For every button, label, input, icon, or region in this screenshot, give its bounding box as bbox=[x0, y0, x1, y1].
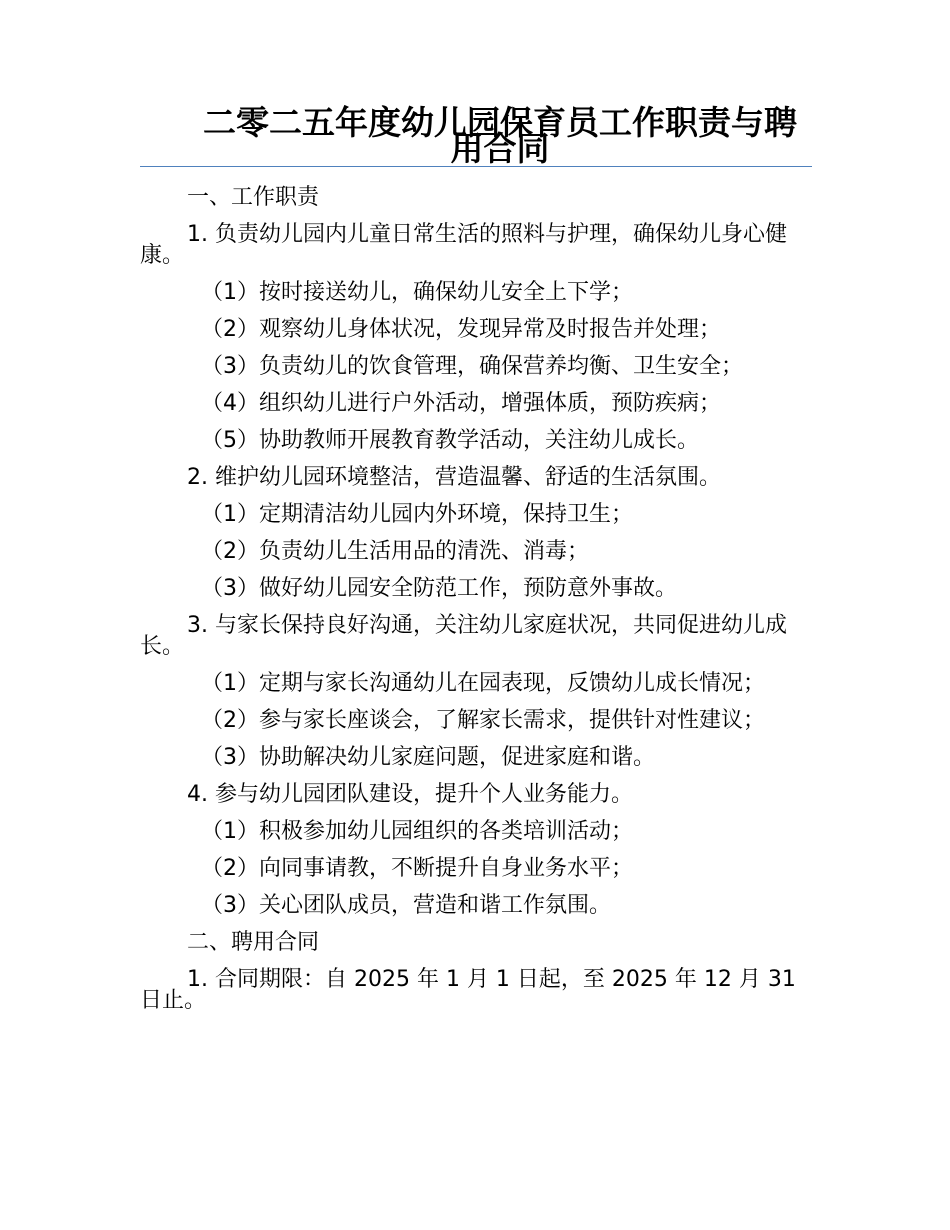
duty-2: 2. 维护幼儿园环境整洁，营造温馨、舒适的生活氛围。 bbox=[187, 465, 721, 490]
duty-2-sub-2: （2）负责幼儿生活用品的清洗、消毒； bbox=[201, 539, 589, 564]
duty-1-sub-4: （4）组织幼儿进行户外活动，增强体质，预防疾病； bbox=[201, 391, 721, 416]
document-title: 二零二五年度幼儿园保育员工作职责与聘用合同 bbox=[203, 103, 797, 168]
contract-term: 1. 合同期限：自 2025 年 1 月 1 日起，至 2025 年 12 月 31 日止。 bbox=[140, 967, 796, 1013]
duty-3-sub-2: （2）参与家长座谈会，了解家长需求，提供针对性建议； bbox=[201, 708, 765, 733]
duty-3-sub-3: （3）协助解决幼儿家庭问题，促进家庭和谐。 bbox=[201, 745, 655, 770]
duty-1-sub-1: （1）按时接送幼儿，确保幼儿安全上下学； bbox=[201, 280, 633, 305]
duty-1-sub-2: （2）观察幼儿身体状况，发现异常及时报告并处理； bbox=[201, 317, 721, 342]
duty-1-sub-5: （5）协助教师开展教育教学活动，关注幼儿成长。 bbox=[201, 428, 699, 453]
section-heading-contract: 二、聘用合同 bbox=[187, 930, 320, 955]
document-page bbox=[140, 100, 812, 1027]
duty-4: 4. 参与幼儿园团队建设，提升个人业务能力。 bbox=[187, 782, 633, 807]
duty-3-sub-1: （1）定期与家长沟通幼儿在园表现，反馈幼儿成长情况； bbox=[201, 671, 765, 696]
section-heading-duties: 一、工作职责 bbox=[187, 185, 320, 210]
duty-2-sub-3: （3）做好幼儿园安全防范工作，预防意外事故。 bbox=[201, 576, 677, 601]
duty-1-sub-3: （3）负责幼儿的饮食管理，确保营养均衡、卫生安全； bbox=[201, 354, 743, 379]
duty-2-sub-1: （1）定期清洁幼儿园内外环境，保持卫生； bbox=[201, 502, 633, 527]
duty-4-sub-3: （3）关心团队成员，营造和谐工作氛围。 bbox=[201, 893, 611, 918]
duty-4-sub-2: （2）向同事请教，不断提升自身业务水平； bbox=[201, 856, 633, 881]
duty-1: 1. 负责幼儿园内儿童日常生活的照料与护理，确保幼儿身心健康。 bbox=[140, 222, 787, 268]
duty-4-sub-1: （1）积极参加幼儿园组织的各类培训活动； bbox=[201, 819, 633, 844]
duty-3: 3. 与家长保持良好沟通，关注幼儿家庭状况，共同促进幼儿成长。 bbox=[140, 613, 787, 659]
